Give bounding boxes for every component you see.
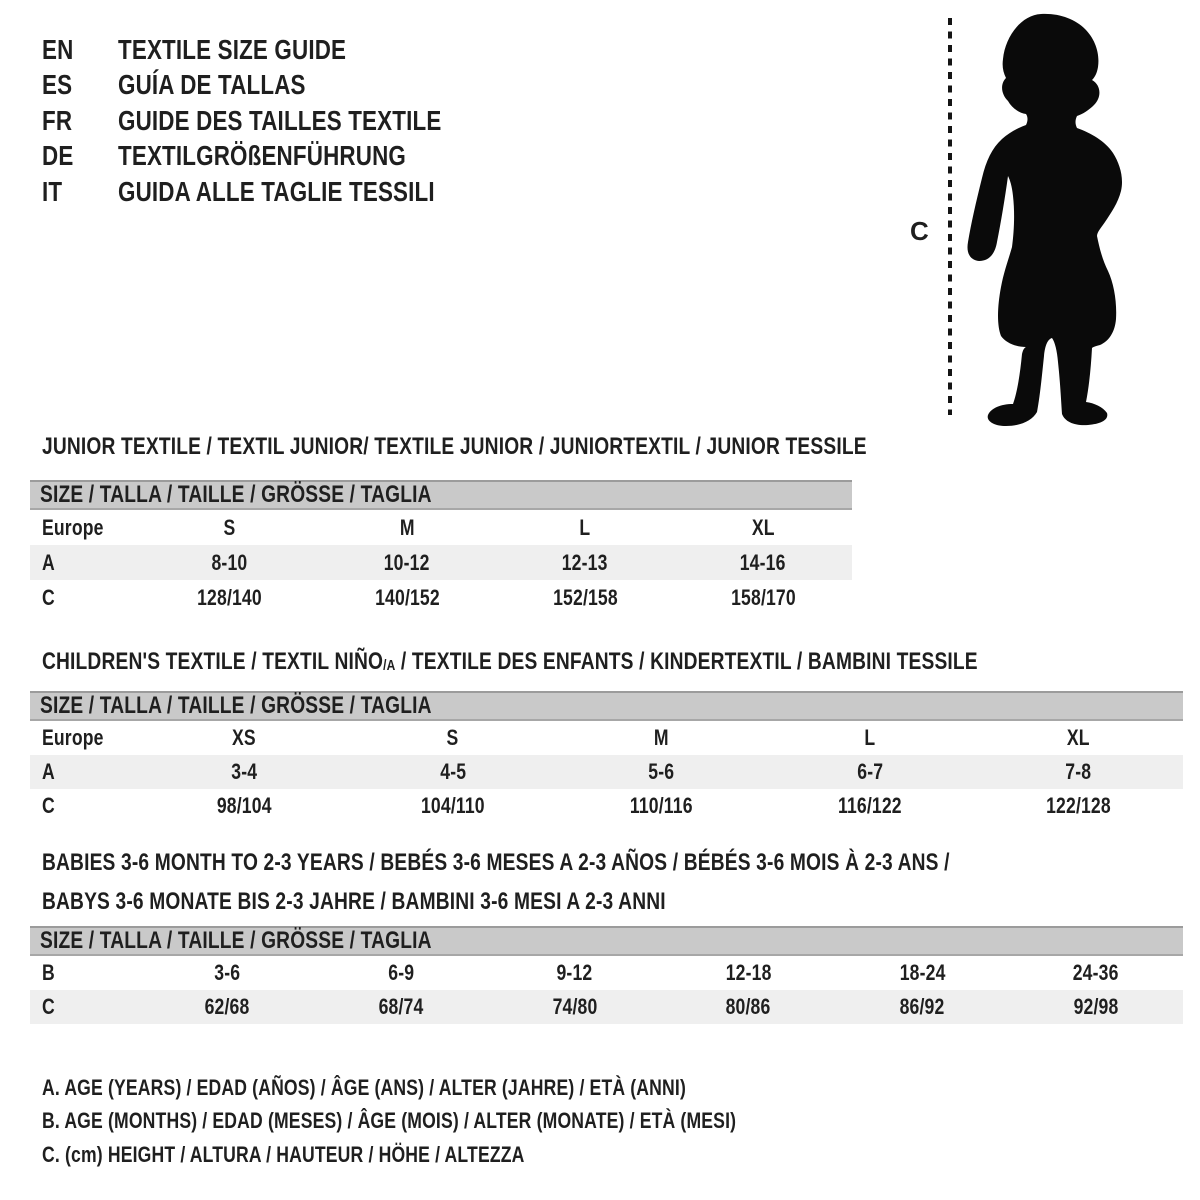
language-title: GUÍA DE TALLAS <box>118 69 306 101</box>
value-cell: 152/158 <box>552 584 618 610</box>
junior-section-title-text: JUNIOR TEXTILE / TEXTIL JUNIOR/ TEXTILE JUNIOR / JUNIORTEXTIL / JUNIOR TESSILE <box>42 433 867 460</box>
babies-section-title-line1: BABIES 3-6 MONTH TO 2-3 YEARS / BEBÉS 3-6 MESES A 2-3 AÑOS / BÉBÉS 3-6 MOIS À 2-3 ANS / <box>42 849 950 876</box>
babies-section-title <box>42 851 1177 929</box>
value-cell: 6-7 <box>857 759 884 784</box>
measurement-figure <box>900 10 1155 428</box>
row-label: B <box>42 960 55 985</box>
row-label: Europe <box>42 514 104 540</box>
nino-a-subscript: /A <box>383 657 396 674</box>
size-cell: XS <box>232 725 257 750</box>
language-code: IT <box>42 175 63 207</box>
row-label: C <box>42 994 55 1019</box>
value-cell: 4-5 <box>439 759 466 784</box>
language-code: FR <box>42 104 73 136</box>
value-cell: 24-36 <box>1073 960 1119 985</box>
junior-section-title <box>42 435 1073 459</box>
value-cell: 86/92 <box>899 994 945 1019</box>
row-label: A <box>42 759 55 784</box>
value-cell: 62/68 <box>204 994 250 1019</box>
value-cell: 74/80 <box>552 994 597 1019</box>
value-cell: 9-12 <box>556 960 593 985</box>
babies-size-table <box>30 926 1183 1024</box>
table-row <box>30 721 1183 755</box>
toddler-silhouette-icon <box>967 14 1122 426</box>
table-row <box>30 789 1183 823</box>
language-code: DE <box>42 140 74 172</box>
language-row-de <box>42 139 522 175</box>
value-cell: 128/140 <box>196 584 262 610</box>
value-cell: 104/110 <box>421 793 485 818</box>
value-cell: 8-10 <box>211 549 247 575</box>
table-header-text: SIZE / TALLA / TAILLE / GRÖSSE / TAGLIA <box>40 481 432 508</box>
value-cell: 116/122 <box>838 793 902 818</box>
value-cell: 12-13 <box>562 549 608 575</box>
value-cell: 158/170 <box>730 584 796 610</box>
legend-line-b: B. AGE (MONTHS) / EDAD (MESES) / ÂGE (MOIS) / ALTER (MONATE) / ETÀ (MESI) <box>42 1108 737 1134</box>
language-row-es <box>42 68 522 104</box>
row-label: C <box>42 793 55 818</box>
value-cell: 3-4 <box>231 759 258 784</box>
value-cell: 110/116 <box>630 793 693 818</box>
value-cell: 5-6 <box>648 759 675 784</box>
table-header-text: SIZE / TALLA / TAILLE / GRÖSSE / TAGLIA <box>40 927 432 954</box>
table-row <box>30 956 1183 990</box>
junior-size-table <box>30 480 852 615</box>
value-cell: 14-16 <box>740 549 786 575</box>
table-row <box>30 990 1183 1024</box>
table-row <box>30 755 1183 789</box>
value-cell: 6-9 <box>387 960 414 985</box>
size-cell: M <box>399 514 415 540</box>
size-cell: L <box>579 514 591 540</box>
table-header-bar <box>30 926 1183 956</box>
table-row <box>30 510 852 545</box>
value-cell: 7-8 <box>1065 759 1092 784</box>
size-cell: S <box>223 514 235 540</box>
language-code: ES <box>42 69 73 101</box>
legend-line-a: A. AGE (YEARS) / EDAD (AÑOS) / ÂGE (ANS) / ALTER (JAHRE) / ETÀ (ANNI) <box>42 1074 686 1100</box>
babies-section-title-line2: BABYS 3-6 MONATE BIS 2-3 JAHRE / BAMBINI 3-6 MESI A 2-3 ANNI <box>42 888 666 915</box>
table-row <box>30 580 852 615</box>
table-header-bar <box>30 691 1183 721</box>
legend <box>42 1071 910 1172</box>
size-cell: XL <box>1067 725 1091 750</box>
language-row-en <box>42 32 522 68</box>
language-title: TEXTILGRÖßENFÜHRUNG <box>118 140 407 172</box>
figure-canvas <box>900 10 1155 428</box>
language-title: GUIDE DES TAILLES TEXTILE <box>118 104 442 136</box>
table-header-text: SIZE / TALLA / TAILLE / GRÖSSE / TAGLIA <box>40 692 432 719</box>
size-cell: L <box>864 725 876 750</box>
value-cell: 68/74 <box>378 994 424 1019</box>
row-label: A <box>42 549 55 575</box>
language-list <box>42 32 522 210</box>
value-cell: 80/86 <box>725 994 771 1019</box>
size-cell: XL <box>751 514 775 540</box>
size-cell: M <box>654 725 669 750</box>
value-cell: 122/128 <box>1046 793 1112 818</box>
value-cell: 140/152 <box>374 584 440 610</box>
value-cell: 92/98 <box>1073 994 1119 1019</box>
value-cell: 12-18 <box>725 960 772 985</box>
table-header-bar <box>30 480 852 510</box>
legend-line-c: C. (cm) HEIGHT / ALTURA / HAUTEUR / HÖHE / ALTEZZA <box>42 1141 525 1167</box>
language-row-it <box>42 174 522 210</box>
language-row-fr <box>42 103 522 139</box>
value-cell: 3-6 <box>213 960 240 985</box>
size-cell: S <box>446 725 459 750</box>
row-label: C <box>42 584 55 610</box>
height-measure-label: C <box>910 216 929 246</box>
children-size-table <box>30 691 1183 823</box>
value-cell: 18-24 <box>899 960 946 985</box>
children-section-title-text: CHILDREN'S TEXTILE / TEXTIL NIÑO/A / TEXTILE DES ENFANTS / KINDERTEXTIL / BAMBINI TESSILE <box>42 648 978 675</box>
language-code: EN <box>42 33 74 65</box>
children-section-title <box>42 650 1200 678</box>
language-title: TEXTILE SIZE GUIDE <box>118 33 347 65</box>
table-row <box>30 545 852 580</box>
value-cell: 10-12 <box>384 549 430 575</box>
row-label: Europe <box>42 725 104 750</box>
language-title: GUIDA ALLE TAGLIE TESSILI <box>118 175 435 207</box>
value-cell: 98/104 <box>216 793 272 818</box>
